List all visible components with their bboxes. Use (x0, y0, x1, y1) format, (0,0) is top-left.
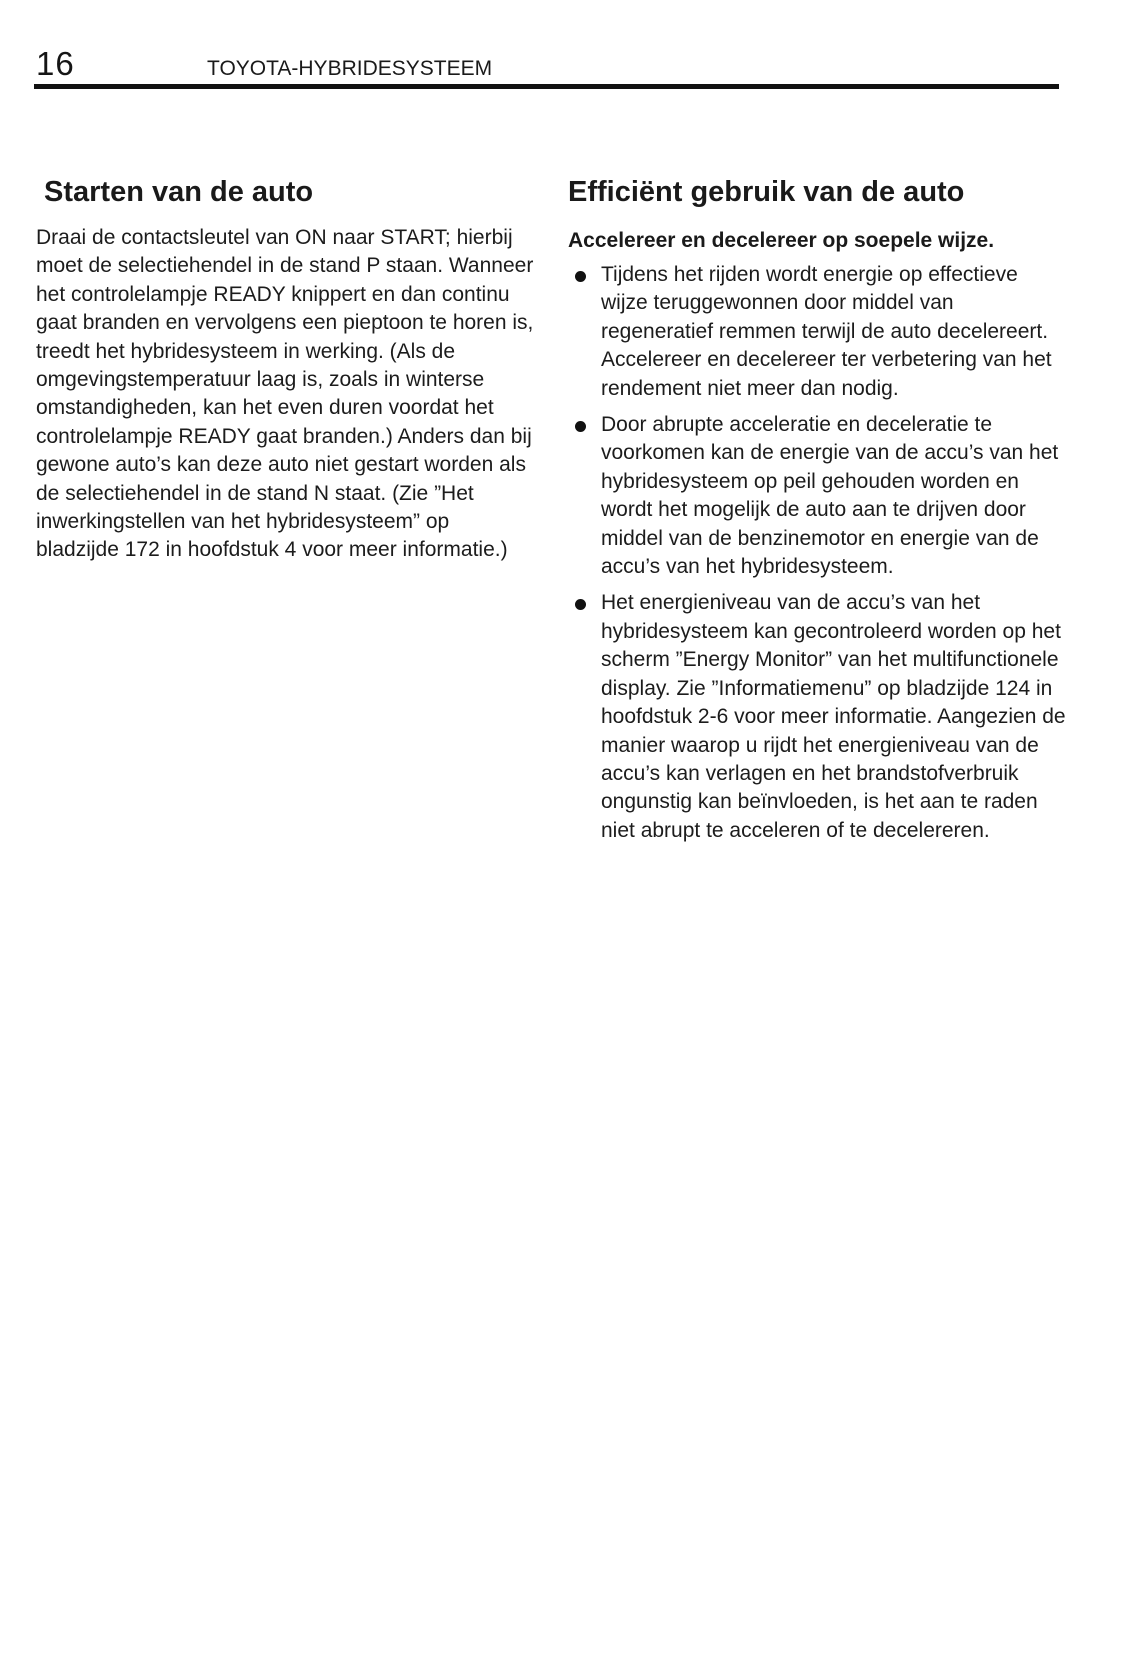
running-title: TOYOTA-HYBRIDESYSTEEM (207, 57, 493, 80)
bullet-text: Tijdens het rijden wordt energie op effectieve wijze teruggewonnen door middel van regeneratief remmen terwijl de auto decelereert. Accelereer en decelereer ter verbetering van het rendement niet meer dan nodig. (601, 263, 1052, 400)
bullet-text: Het energieniveau van de accu’s van het hybridesysteem kan gecontroleerd worden op het scherm ”Energy Monitor” van het multifunctionele display. Zie ”Informatiemenu” op bladzijde 124 in hoofdstuk 2-6 voor meer informatie. Aangezien de manier waarop u rijdt het energieniveau van de accu’s kan verlagen en het brandstofverbruik ongunstig kan beïnvloeden, is het aan te raden niet abrupt te acceleren of te decelereren. (601, 591, 1066, 842)
bullet-icon (575, 271, 586, 282)
section-title-starting: Starten van de auto (44, 176, 314, 208)
section-title-efficient-use: Efficiënt gebruik van de auto (568, 176, 965, 208)
efficient-use-subheading: Accelereer en decelereer op soepele wijze. (568, 229, 995, 252)
bullet-icon (575, 421, 586, 432)
page-number: 16 (36, 45, 75, 82)
bullet-item (568, 411, 1068, 581)
starting-paragraph: Draai de contactsleutel van ON naar START; hierbij moet de selectiehendel in de stand P staan. Wanneer het controlelampje READY knippert en dan continu gaat branden en vervolgens een pieptoon te horen is, treedt het hybridesysteem in werking. (Als de omgevingstemperatuur laag is, zoals in winterse omstandigheden, kan het even duren voordat het controlelampje READY gaat branden.) Anders dan bij gewone auto’s kan deze auto niet gestart worden als de selectiehendel in de stand N staat. (Zie ”Het inwerkingstellen van het hybridesysteem” op bladzijde 172 in hoofdstuk 4 voor meer informatie.) (36, 226, 534, 562)
right-column (568, 174, 1068, 853)
left-column (36, 174, 536, 565)
bullet-item (568, 589, 1068, 845)
efficient-use-bullet-list (568, 261, 1068, 845)
bullet-item (568, 261, 1068, 403)
bullet-text: Door abrupte acceleratie en deceleratie te voorkomen kan de energie van de accu’s van het hybridesysteem op peil gehouden worden en wordt het mogelijk de auto aan te drijven door middel van de benzinemotor en energie van de accu’s van het hybridesysteem. (601, 413, 1059, 579)
bullet-icon (575, 599, 586, 610)
header-rule (34, 84, 1059, 89)
